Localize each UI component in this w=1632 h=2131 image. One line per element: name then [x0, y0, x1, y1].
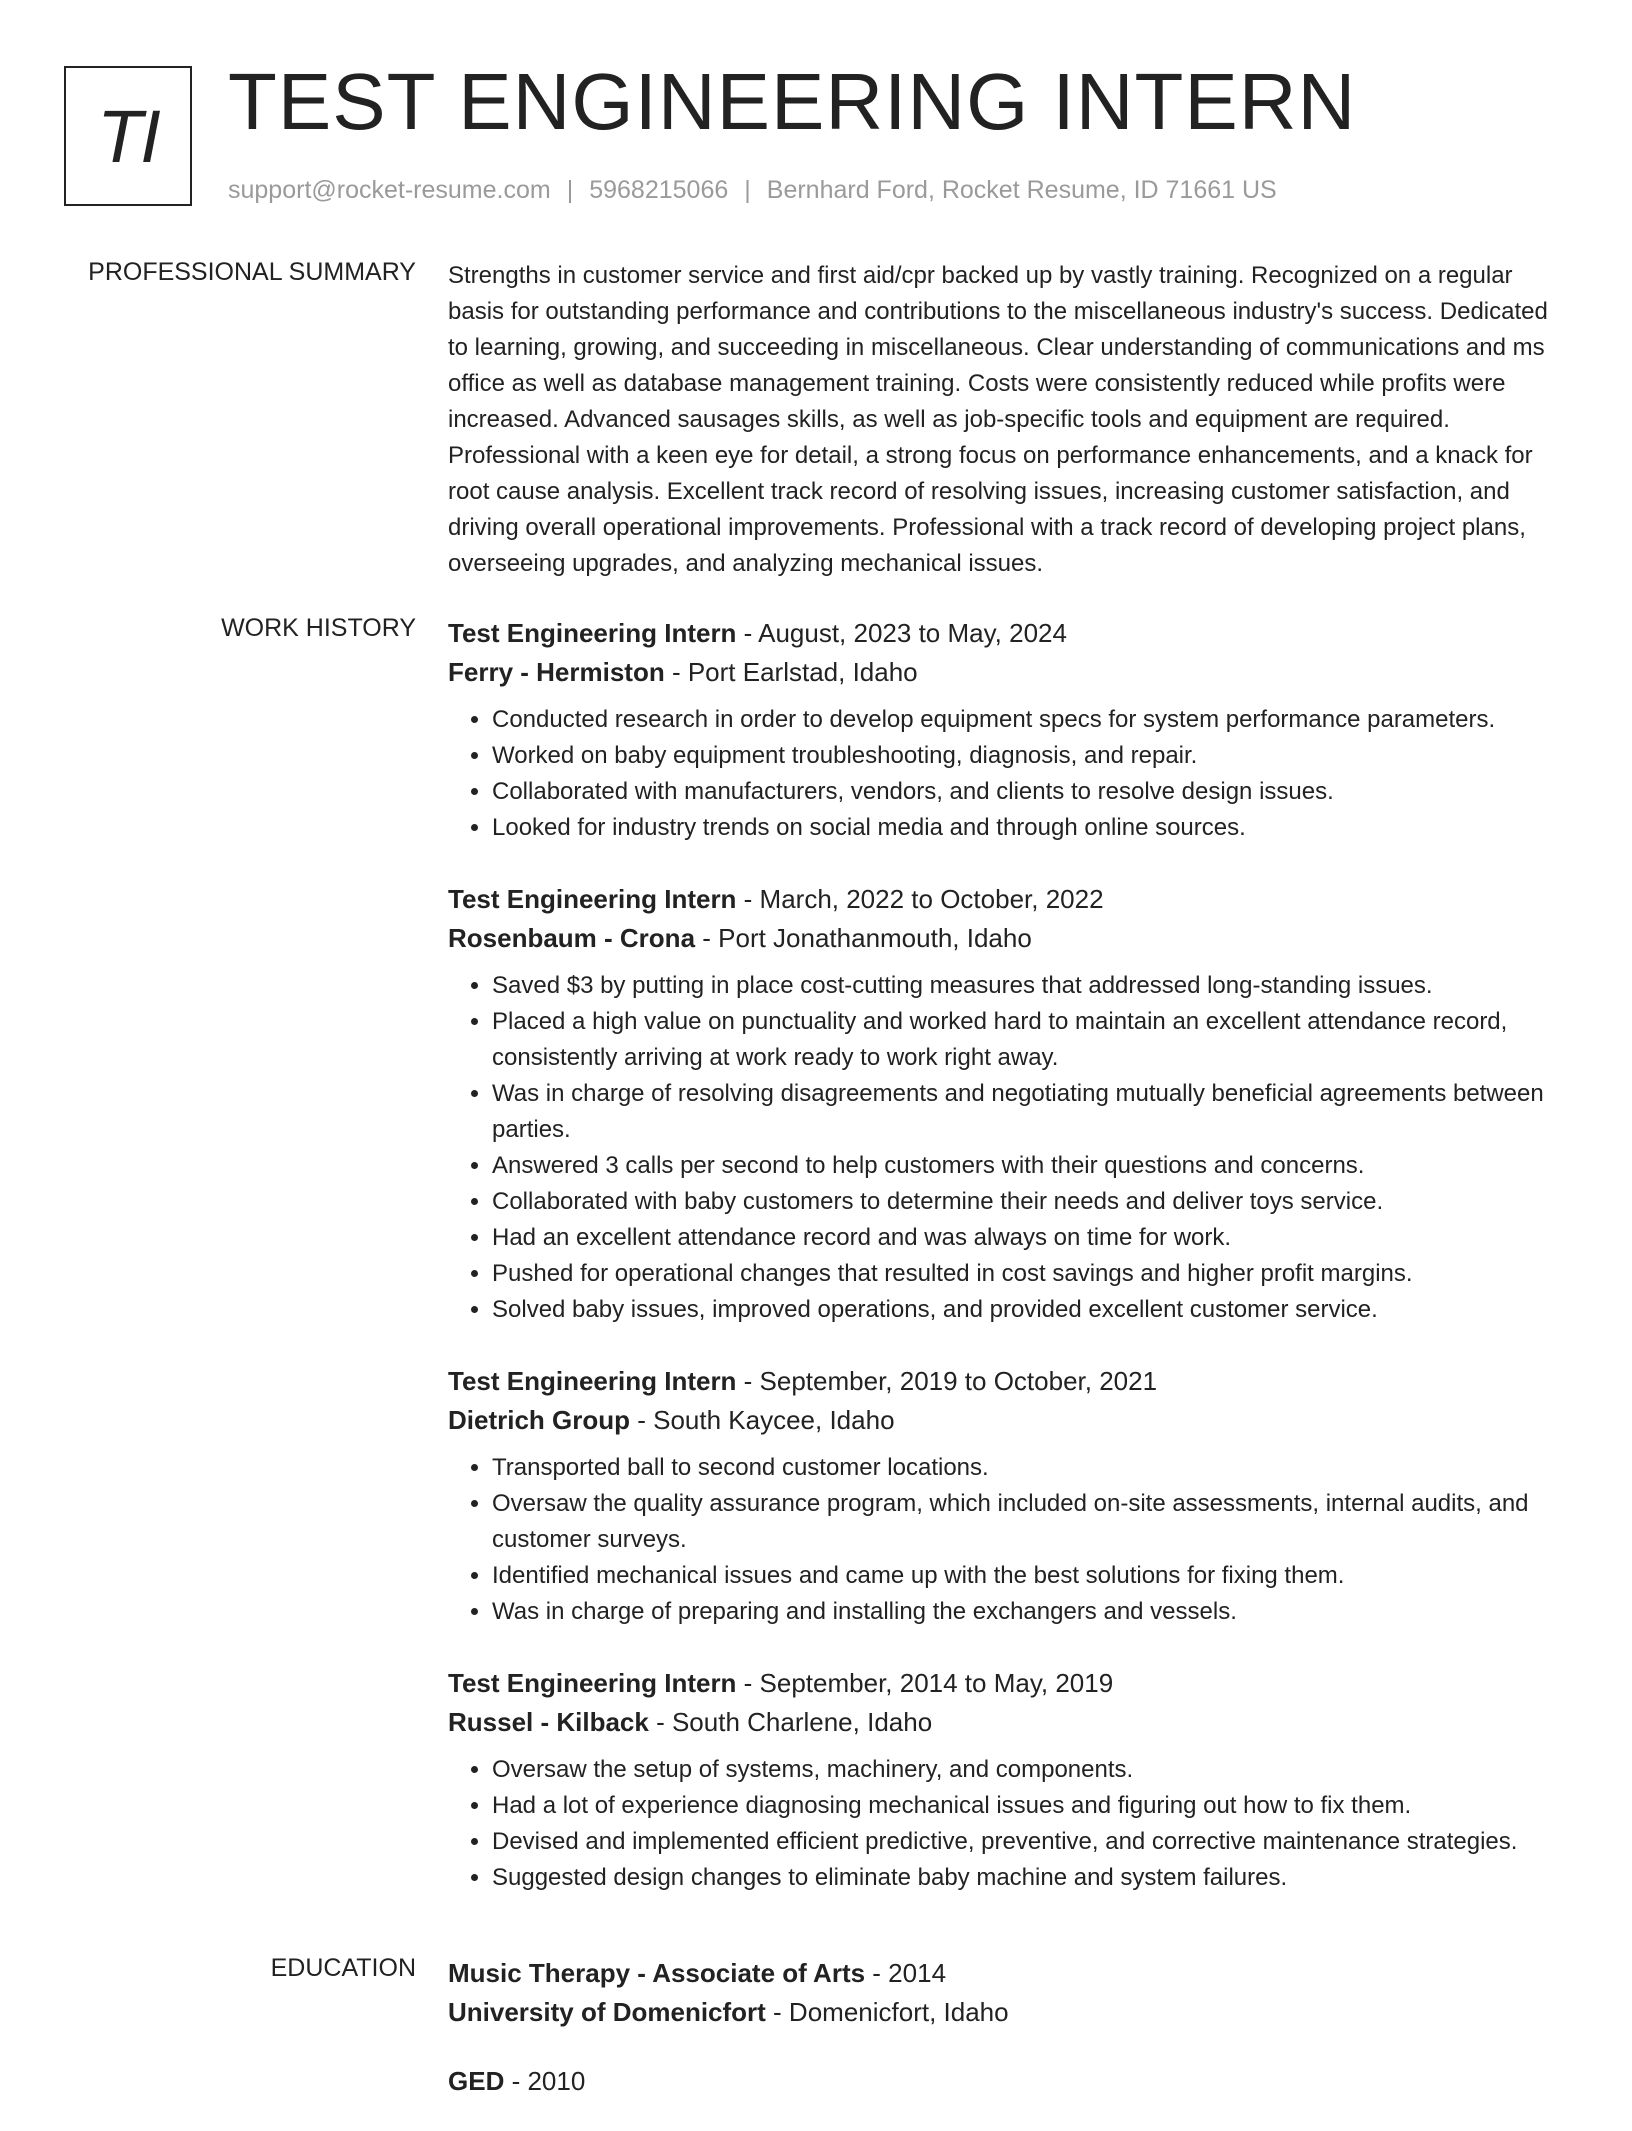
job-bullet: • Collaborated with manufacturers, vendors, and clients to resolve design issues. [492, 774, 1568, 810]
job-company-line [448, 1401, 1568, 1440]
education-school: University of Domenicfort [448, 1997, 766, 2027]
education-degree-line [448, 2062, 1568, 2101]
job-bullets [448, 968, 1568, 1328]
job-bullet: • Identified mechanical issues and came up with the best solutions for fixing them. [492, 1558, 1568, 1594]
contact-phone[interactable]: 5968215066 [589, 176, 729, 204]
job-company-line [448, 919, 1568, 958]
job-location: - Port Jonathanmouth, Idaho [695, 923, 1032, 953]
job-entry [448, 1664, 1568, 1896]
job-title-line [448, 880, 1568, 919]
education-list [448, 1954, 1568, 2131]
education-entry [448, 1954, 1568, 2032]
education-degree: GED [448, 2066, 505, 2096]
job-location: - South Kaycee, Idaho [630, 1405, 895, 1435]
job-company: Russel - Kilback [448, 1707, 649, 1737]
job-entry [448, 1362, 1568, 1630]
job-bullet: • Had an excellent attendance record and was always on time for work. [492, 1220, 1568, 1256]
job-title-line [448, 1362, 1568, 1401]
job-bullet: • Devised and implemented efficient predictive, preventive, and corrective maintenance strategies. [492, 1824, 1568, 1860]
education-degree-line [448, 1954, 1568, 1993]
education-school-line [448, 1993, 1568, 2032]
job-dates: - August, 2023 to May, 2024 [736, 618, 1067, 648]
education-location: - Domenicfort, Idaho [765, 1997, 1009, 2027]
job-dates: - September, 2019 to October, 2021 [736, 1366, 1158, 1396]
resume-title: TEST ENGINEERING INTERN [228, 57, 1357, 146]
job-dates: - March, 2022 to October, 2022 [736, 884, 1104, 914]
job-company-line [448, 653, 1568, 692]
job-title-line [448, 614, 1568, 653]
job-bullets [448, 1450, 1568, 1630]
job-bullet: • Solved baby issues, improved operations, and provided excellent customer service. [492, 1292, 1568, 1328]
job-bullet: • Saved $3 by putting in place cost-cutting measures that addressed long-standing issues. [492, 968, 1568, 1004]
education-entry [448, 2062, 1568, 2101]
job-company: Dietrich Group [448, 1405, 631, 1435]
job-bullets [448, 702, 1568, 846]
education-year: - 2014 [865, 1958, 947, 1988]
job-bullet: • Pushed for operational changes that resulted in cost savings and higher profit margins. [492, 1256, 1568, 1292]
contact-separator: | [566, 176, 574, 204]
job-bullet: • Suggested design changes to eliminate baby machine and system failures. [492, 1860, 1568, 1896]
summary-text: Strengths in customer service and first aid/cpr backed up by vastly training. Recognized on a regular basis for outstanding performance and contributions to the miscellaneous industry's success. Dedicated to learning, growing, and succeeding in miscellaneous. Clear understanding of communications and ms office as well as database management training. Costs were consistently reduced while profits were increased. Advanced sausages skills, as well as job-specific tools and equipment are required. Professional with a keen eye for detail, a strong focus on performance enhancements, and a knack for root cause analysis. Excellent track record of resolving issues, increasing customer satisfaction, and driving overall operational improvements. Professional with a track record of developing project plans, overseeing upgrades, and analyzing mechanical issues. [448, 262, 1548, 577]
job-bullet: • Oversaw the quality assurance program, which included on-site assessments, internal audits, and customer surveys. [492, 1486, 1568, 1558]
education-year: - 2010 [504, 2066, 586, 2096]
job-title: Test Engineering Intern [448, 1668, 737, 1698]
contact-separator: | [744, 176, 751, 204]
education-degree: Music Therapy - Associate of Arts [448, 1958, 866, 1988]
job-location: - Port Earlstad, Idaho [664, 657, 918, 687]
job-entry [448, 614, 1568, 846]
job-list [448, 614, 1568, 1930]
section-label-education: EDUCATION [270, 1954, 416, 1982]
job-title: Test Engineering Intern [448, 618, 737, 648]
section-label-summary: PROFESSIONAL SUMMARY [88, 258, 416, 286]
monogram-logo: TI [64, 66, 192, 206]
job-bullet: • Transported ball to second customer locations. [492, 1450, 1568, 1486]
job-bullet: • Had a lot of experience diagnosing mechanical issues and figuring out how to fix them. [492, 1788, 1568, 1824]
contact-address: Bernhard Ford, Rocket Resume, ID 71661 US [766, 176, 1277, 204]
job-bullet: • Worked on baby equipment troubleshooting, diagnosis, and repair. [492, 738, 1568, 774]
contact-line [228, 176, 1277, 205]
job-bullet: • Conducted research in order to develop equipment specs for system performance parameters. [492, 702, 1568, 738]
job-bullet: • Was in charge of preparing and installing the exchangers and vessels. [492, 1594, 1568, 1630]
job-bullet: • Looked for industry trends on social media and through online sources. [492, 810, 1568, 846]
job-entry [448, 880, 1568, 1328]
job-bullets [448, 1752, 1568, 1896]
contact-email[interactable]: support@rocket-resume.com [228, 176, 551, 204]
job-dates: - September, 2014 to May, 2019 [736, 1668, 1114, 1698]
job-company-line [448, 1703, 1568, 1742]
job-company: Ferry - Hermiston [448, 657, 665, 687]
job-location: - South Charlene, Idaho [648, 1707, 933, 1737]
job-bullet: • Was in charge of resolving disagreements and negotiating mutually beneficial agreements between parties. [492, 1076, 1568, 1148]
job-title: Test Engineering Intern [448, 1366, 737, 1396]
job-bullet: • Collaborated with baby customers to determine their needs and deliver toys service. [492, 1184, 1568, 1220]
job-title-line [448, 1664, 1568, 1703]
job-title: Test Engineering Intern [448, 884, 737, 914]
job-bullet: • Placed a high value on punctuality and worked hard to maintain an excellent attendance record, consistently arriving at work ready to work right away. [492, 1004, 1568, 1076]
job-company: Rosenbaum - Crona [448, 923, 696, 953]
job-bullet: • Oversaw the setup of systems, machinery, and components. [492, 1752, 1568, 1788]
section-label-work: WORK HISTORY [221, 614, 416, 642]
job-bullet: • Answered 3 calls per second to help customers with their questions and concerns. [492, 1148, 1568, 1184]
